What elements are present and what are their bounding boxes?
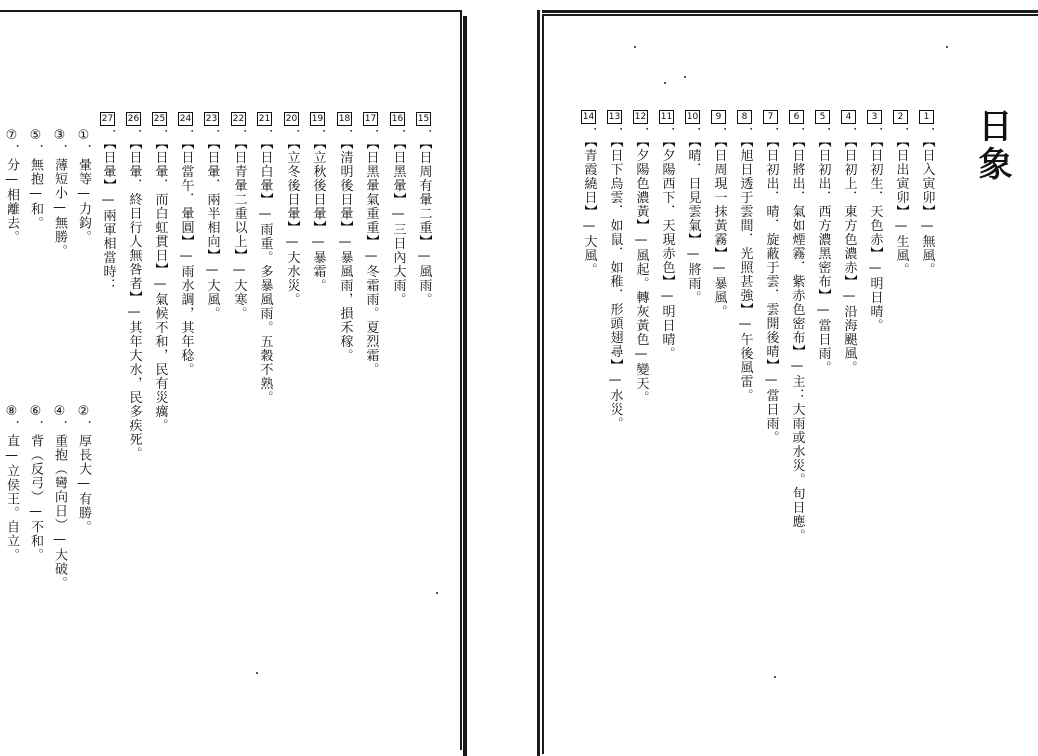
scan-speck bbox=[634, 46, 636, 48]
scan-speck bbox=[436, 592, 438, 594]
entry-14: 14．【青霞繞日】—大風。 bbox=[581, 112, 597, 277]
entry-22: 22．【日青暈二重以上】—大寒。 bbox=[231, 114, 247, 321]
entry-13: 13．【日下烏雲．如鼠．如稚．形頭翅尋】—水災。 bbox=[607, 112, 623, 431]
entry-11: 11．【夕陽西下．天現赤色】—明日晴。 bbox=[659, 112, 675, 361]
scan-speck bbox=[256, 672, 258, 674]
entry-23: 23．【日暈．兩半相向】—大風。 bbox=[204, 114, 220, 321]
section-title: 日象 bbox=[972, 108, 1012, 184]
sub-item-4: ④．重抱（彎向日）—大破。 bbox=[52, 404, 67, 590]
entry-1: 1．【日入寅卯】—無風。 bbox=[919, 112, 935, 277]
entry-17: 17．【日黑暈氣重重】—冬霜雨。夏烈霜。 bbox=[363, 114, 379, 377]
entry-2: 2．【日出寅卯】—生風。 bbox=[893, 112, 909, 277]
entry-3: 3．【日初生．天色赤】—明日晴。 bbox=[867, 112, 883, 333]
entry-20: 20．【立冬後日暈】—大水災。 bbox=[284, 114, 300, 307]
sub-item-6: ⑥．背（反弓）—不和。 bbox=[28, 404, 43, 562]
sub-item-3: ③．薄短小—無勝。 bbox=[52, 128, 67, 258]
scan-speck bbox=[774, 676, 776, 678]
entry-12: 12．【夕陽色濃黃】—風起。轉灰黃色—變天。 bbox=[633, 112, 649, 405]
entry-26: 26．【日暈．終日行人無咎者】—其年大水，民多疾死。 bbox=[126, 114, 142, 461]
sub-item-5: ⑤．無抱—和。 bbox=[28, 128, 43, 230]
entry-5: 5．【日初出．西方濃黑密布】—當日雨。 bbox=[815, 112, 831, 375]
entry-10: 10．【晴．日見雲氣】—將雨。 bbox=[685, 112, 701, 305]
entry-15: 15．【日周有暈二重】—風雨。 bbox=[416, 114, 432, 307]
entry-16: 16．【日黑暈】—三日內大雨。 bbox=[390, 114, 406, 307]
sub-item-7: ⑦．分—相離去。 bbox=[4, 128, 19, 244]
entry-6: 6．【日將出．氣如煙霧．紫赤色密布】—主：大雨或水災。旬日應。 bbox=[789, 112, 805, 543]
scan-speck bbox=[946, 46, 948, 48]
sub-item-1: ①．暈等—力鈞。 bbox=[76, 128, 91, 244]
entry-9: 9．【日周現一抹黃霧】—暴風。 bbox=[711, 112, 727, 319]
entry-21: 21．【日白暈】—雨重。多暴風雨。五穀不熟。 bbox=[257, 114, 273, 405]
scan-speck bbox=[664, 82, 666, 84]
left-page bbox=[0, 10, 462, 750]
entry-25: 25．【日暈．而白虹貫日】—氣候不和，民有災癘。 bbox=[152, 114, 168, 433]
entry-27: 27．【日暈】—兩軍相當時： bbox=[100, 114, 116, 293]
entry-18: 18．【清明後日暈】—暴風雨，損禾稼。 bbox=[337, 114, 353, 363]
sub-item-8: ⑧．直—立侯王。自立。 bbox=[4, 404, 19, 562]
entry-24: 24．【日當午．暈圓】—雨水調，其年稔。 bbox=[178, 114, 194, 377]
entry-4: 4．【日初上．東方色濃赤】—沿海颶風。 bbox=[841, 112, 857, 375]
sub-item-2: ②．厚長大—有勝。 bbox=[76, 404, 91, 534]
entry-19: 19．【立秋後日暈】—暴霜。 bbox=[310, 114, 326, 293]
entry-7: 7．【日初出．晴．旋蔽于雲．雲開後晴】—當日雨。 bbox=[763, 112, 779, 445]
right-page bbox=[542, 14, 1038, 754]
scan-speck bbox=[684, 76, 686, 78]
entry-8: 8．【旭日透于雲間．光照甚強】—午後風雷。 bbox=[737, 112, 753, 403]
